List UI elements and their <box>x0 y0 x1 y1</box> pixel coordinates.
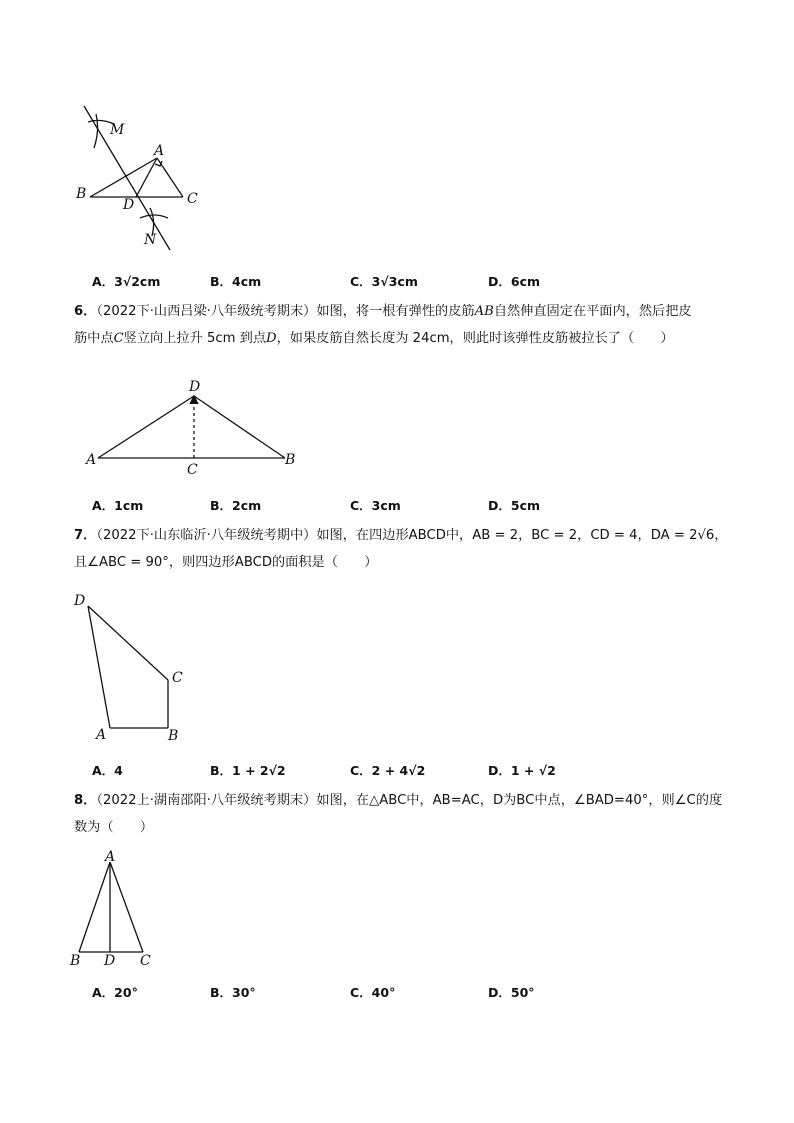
q6-option-c: C．3cm <box>350 498 401 513</box>
q6-option-d: D．5cm <box>488 498 541 513</box>
q5-figure <box>70 100 210 255</box>
q7-line-2 <box>74 549 734 576</box>
q5-label-D: D <box>123 197 135 213</box>
q6-line2a-text: 筋中点 <box>74 331 114 346</box>
q7-label-B: B <box>168 728 179 744</box>
q5-label-C: C <box>187 191 198 207</box>
q6-option-a: A．1cm <box>92 498 144 513</box>
q7-option-c: C．2 + 4√2 <box>350 763 426 778</box>
q6-label-B: B <box>285 452 296 468</box>
q6-label-D: D <box>189 379 201 395</box>
q6-line-1 <box>74 298 734 325</box>
q7-option-d: D．1 + √2 <box>488 763 556 778</box>
q8-label-C: C <box>140 953 151 968</box>
q5-label-N: N <box>144 232 157 248</box>
q7-figure <box>68 588 198 746</box>
q6-var-d: D <box>266 331 277 346</box>
q8-option-c: C．40° <box>350 985 396 1000</box>
q8-option-d: D．50° <box>488 985 535 1000</box>
q6-figure <box>80 374 310 479</box>
q5-label-B: B <box>76 186 87 202</box>
q8-line2-text: 数为（ ） <box>74 820 154 835</box>
q5-label-M: M <box>110 122 125 138</box>
q5-option-a: A．3√2cm <box>92 274 161 289</box>
q7-option-a: A．4 <box>92 763 123 778</box>
q7-line2-text: 且∠ABC = 90°，则四边形ABCD的面积是（ ） <box>74 555 378 570</box>
q8-line-2 <box>74 814 734 841</box>
q7-option-b: B．1 + 2√2 <box>210 763 286 778</box>
q7-label-D: D <box>74 593 86 609</box>
q5-option-b: B．4cm <box>210 274 262 289</box>
q5-option-d: D．6cm <box>488 274 541 289</box>
q6-text <box>74 298 734 352</box>
q6-label-C: C <box>187 462 198 478</box>
q6-line2b-text: 竖立向上拉升 5cm 到点 <box>123 331 267 346</box>
q6-var-ab: AB <box>474 304 494 319</box>
q8-option-b: B．30° <box>210 985 256 1000</box>
q6-line1b-text: 自然伸直固定在平面内，然后把皮 <box>493 304 692 319</box>
q8-line1-text: （2022上·湖南邵阳·八年级统考期末）如图，在△ABC中，AB=AC，D为BC中点，∠BAD=40°，则∠C的度 <box>96 793 723 808</box>
q8-label-D: D <box>104 953 116 968</box>
q8-text <box>74 787 734 841</box>
q6-number: 6． <box>74 304 97 319</box>
q6-line-2 <box>74 325 734 352</box>
q8-option-a: A．20° <box>92 985 138 1000</box>
q8-number: 8． <box>74 793 97 808</box>
q7-line1-text: （2022下·山东临沂·八年级统考期中）如图，在四边形ABCD中，AB = 2，BC = 2，CD = 4，DA = 2√6， <box>96 528 728 543</box>
q6-line2c-text: ，如果皮筋自然长度为 24cm，则此时该弹性皮筋被拉长了（ ） <box>276 331 674 346</box>
q8-line-1 <box>74 787 734 814</box>
q5-label-A: A <box>154 143 165 159</box>
q8-figure <box>66 848 166 968</box>
q7-text <box>74 522 734 576</box>
q8-label-A: A <box>105 849 116 865</box>
q7-line-1 <box>74 522 734 549</box>
q7-label-A: A <box>96 727 107 743</box>
q8-label-B: B <box>70 953 81 968</box>
q6-label-A: A <box>86 452 97 468</box>
q7-label-C: C <box>172 670 183 686</box>
q6-var-c: C <box>113 331 124 346</box>
q5-option-c: C．3√3cm <box>350 274 418 289</box>
q6-line1-text: （2022下·山西吕梁·八年级统考期末）如图，将一根有弹性的皮筋 <box>96 304 475 319</box>
q7-number: 7． <box>74 528 97 543</box>
q6-option-b: B．2cm <box>210 498 262 513</box>
